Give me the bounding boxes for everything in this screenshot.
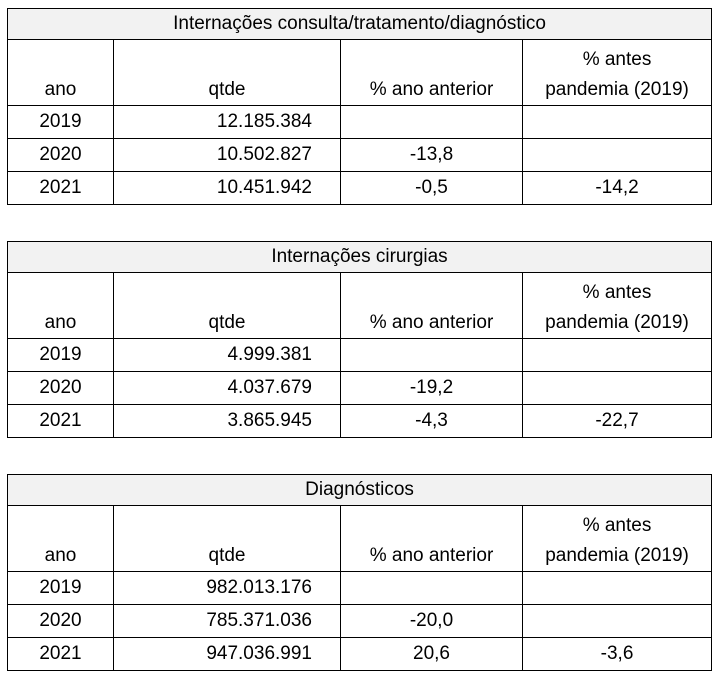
cell-prev-year: -4,3 (341, 405, 523, 438)
table-row (8, 638, 712, 671)
column-header-prev-year: % ano anterior (341, 506, 523, 572)
cell-prev-year: 20,6 (341, 638, 523, 671)
table-title: Internações consulta/tratamento/diagnóstico (8, 9, 712, 40)
table-row (8, 372, 712, 405)
summary-table (7, 474, 712, 671)
summary-table (7, 8, 712, 205)
cell-prev-year: -13,8 (341, 139, 523, 172)
cell-ano: 2020 (8, 605, 114, 638)
cell-pre-pandemic (523, 139, 712, 172)
column-header-prev-year: % ano anterior (341, 40, 523, 106)
cell-pre-pandemic: -3,6 (523, 638, 712, 671)
column-header-ano: ano (8, 506, 114, 572)
table-title: Diagnósticos (8, 475, 712, 506)
cell-ano: 2021 (8, 172, 114, 205)
header-line-2: pandemia (2019) (545, 79, 689, 100)
cell-qtde: 10.451.942 (114, 172, 341, 205)
cell-pre-pandemic (523, 106, 712, 139)
cell-pre-pandemic: -14,2 (523, 172, 712, 205)
cell-prev-year (341, 106, 523, 139)
table-row (8, 139, 712, 172)
cell-qtde: 982.013.176 (114, 572, 341, 605)
cell-qtde: 3.865.945 (114, 405, 341, 438)
cell-ano: 2021 (8, 638, 114, 671)
table-title: Internações cirurgias (8, 242, 712, 273)
cell-prev-year: -19,2 (341, 372, 523, 405)
cell-qtde: 12.185.384 (114, 106, 341, 139)
cell-prev-year (341, 339, 523, 372)
table-row (8, 405, 712, 438)
column-header-ano: ano (8, 273, 114, 339)
cell-pre-pandemic (523, 372, 712, 405)
cell-ano: 2019 (8, 106, 114, 139)
cell-ano: 2019 (8, 339, 114, 372)
cell-ano: 2020 (8, 139, 114, 172)
column-header-pre-pandemic (523, 40, 712, 106)
cell-qtde: 4.037.679 (114, 372, 341, 405)
column-header-qtde: qtde (114, 506, 341, 572)
table-row (8, 605, 712, 638)
cell-pre-pandemic (523, 339, 712, 372)
table-row (8, 172, 712, 205)
table-row (8, 572, 712, 605)
cell-pre-pandemic (523, 605, 712, 638)
header-line-1: % antes (582, 515, 652, 536)
cell-pre-pandemic (523, 572, 712, 605)
cell-pre-pandemic: -22,7 (523, 405, 712, 438)
cell-prev-year (341, 572, 523, 605)
cell-ano: 2020 (8, 372, 114, 405)
cell-qtde: 947.036.991 (114, 638, 341, 671)
table-row (8, 339, 712, 372)
cell-ano: 2021 (8, 405, 114, 438)
column-header-qtde: qtde (114, 40, 341, 106)
column-header-pre-pandemic (523, 506, 712, 572)
cell-ano: 2019 (8, 572, 114, 605)
column-header-pre-pandemic (523, 273, 712, 339)
column-header-ano: ano (8, 40, 114, 106)
cell-qtde: 785.371.036 (114, 605, 341, 638)
cell-qtde: 10.502.827 (114, 139, 341, 172)
header-line-2: pandemia (2019) (545, 312, 689, 333)
table-row (8, 106, 712, 139)
cell-prev-year: -0,5 (341, 172, 523, 205)
column-header-prev-year: % ano anterior (341, 273, 523, 339)
cell-qtde: 4.999.381 (114, 339, 341, 372)
header-line-1: % antes (582, 49, 652, 70)
summary-table (7, 241, 712, 438)
cell-prev-year: -20,0 (341, 605, 523, 638)
column-header-qtde: qtde (114, 273, 341, 339)
header-line-2: pandemia (2019) (545, 545, 689, 566)
header-line-1: % antes (582, 282, 652, 303)
